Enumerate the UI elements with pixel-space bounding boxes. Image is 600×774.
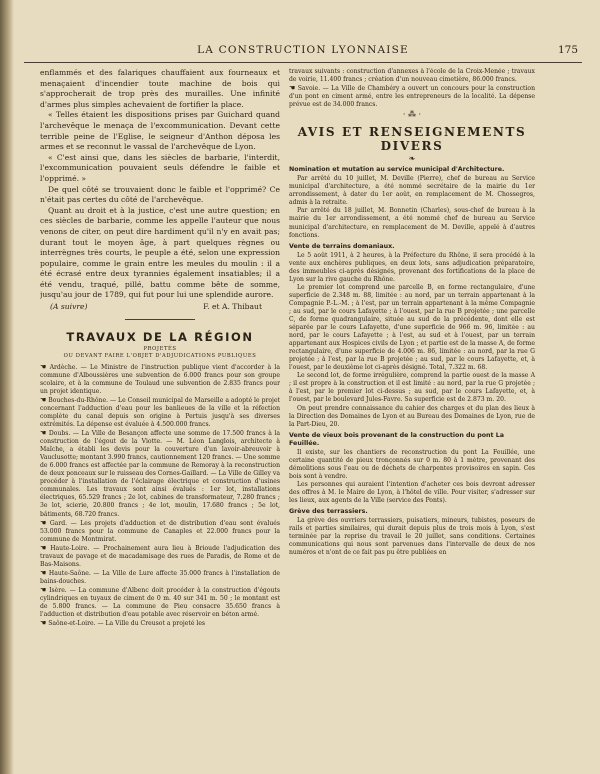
pointing-hand-icon: ☚: [40, 619, 46, 628]
paragraph: La grève des ouvriers terrassiers, puisatiers, mineurs, tubistes, poseurs de rails et parties similaires, qui durait depuis plus de trois mois à Lyon, s'est terminée par la reprise du travail le 20 juillet, sans conditions. Certaines communications qui nous sont parvenues dans l'intervalle de deux de nos numéros et n'ont de ce fait pas pu être publiées en: [289, 516, 535, 557]
list-item: ☚ Bouches-du-Rhône. — Le Conseil municipal de Marseille a adopté le projet concernant l'adduction d'eau pour les banlieues de la ville et la réfection complète du canal depuis son origine à Pertuis jusqu'à ses diverses extrémités. La dépense est évaluée à 4.500.000 francs.: [40, 395, 280, 428]
paragraph: Par arrêté du 18 juillet, M. Bonnetin (Charles), sous-chef de bureau à la mairie du 1er arrondissement, a été nommé chef de bureau au Service municipal d'architecture, en remplacement de M. Deville, appelé à d'autres fonctions.: [289, 207, 535, 239]
page-binding-shadow: [0, 0, 14, 774]
pointing-hand-icon: ☚: [40, 429, 46, 438]
literary-text: [40, 68, 280, 313]
list-item: ☚ Doubs. — La Ville de Besançon affecte une somme de 17.500 francs à la construction de l'égout de la Viotte. — M. Léon Langlois, architecte à Maîche, a établi les devis pour la couverture d'un lavoir-abreuvoir à Vauclusotte; montant 3.990 francs, cautionnement 120 francs. — Une somme de 6.000 francs est affectée par la commune de Remoray à la reconstruction de deux ponceaux sur le ruisseau des Cornes-Gaillard. — La Ville de Gilley va procéder à l'installation de l'éclairage électrique et construction d'usines communales. Les travaux sont ainsi évalués : 1er lot, installations électriques, 65.529 francs ; 2e lot, cabines de transformateur, 7.280 francs ; 3e lot, scierie, 20.800 francs ; 4e lot, moulin, 17.680 francs ; 5e lot, bâtiments, 68.720 francs.: [40, 429, 280, 518]
paragraph: Par arrêté du 10 juillet, M. Deville (Pierre), chef de bureau au Service municipal d'architecture, a été nommé secrétaire de la mairie du 1er arrondissement, à dater du 1er août, en remplacement de M. Chossegros, admis à la retraite.: [289, 175, 535, 207]
paragraph: Le 5 août 1911, à 2 heures, à la Préfecture du Rhône, il sera procédé à la vente aux enchères publiques, en deux lots, sans adjudication préparatoire, des immeubles ci-après désignés, provenant des fortifications de la place de Lyon sur la rive gauche du Rhône.: [289, 251, 535, 283]
ornament-divider: · ⁂ ·: [402, 110, 422, 120]
section-title-avis: AVIS ET RENSEIGNEMENTS DIVERS: [297, 125, 527, 154]
paragraph: Le second lot, de forme irrégulière, comprend la partie ouest de la masse A ; il est propre à la construction et il est limité : au nord, par la rue G projetée ; à l'est, par le premier lot ci-dessus ; au sud, par le cours Lafayette, et, à l'ouest, par le boulevard Jules-Favre. Sa superficie est de 2.873 m. 20.: [289, 372, 535, 404]
pointing-hand-icon: ☚: [40, 543, 46, 552]
paragraph: De quel côté se trouvaient donc le faible et l'opprimé? Ce n'était pas certes du côté de l'archevêque.: [40, 184, 280, 205]
section-subtitle: PROJETÉS: [143, 345, 177, 352]
pointing-hand-icon: ☚: [40, 518, 46, 527]
paragraph: « Telles étaient les dispositions prises par Guichard quand l'archevêque le menaça de l'excommunication. Devant cette terrible peine de l'Eglise, le seigneur d'Anthon déposa les armes et se reconnut le vassal de l'archevêque de Lyon.: [40, 110, 280, 152]
list-item: ☚ Savoie. — La Ville de Chambéry a ouvert un concours pour la construction d'un pont en ciment armé, entre les entrepreneurs de la localité. La dépense prévue est de 34.000 francs.: [289, 84, 535, 109]
pointing-hand-icon: ☚: [40, 585, 46, 594]
travaux-continued: [289, 68, 535, 109]
divider: [125, 319, 195, 320]
pointing-hand-icon: ☚: [40, 395, 46, 404]
paragraph: Il existe, sur les chantiers de reconstruction du pont La Feuillée, une certaine quantité de pieux tronçonnés sur 0 m. 80 à 1 mètre, provenant des démolitions sous l'eau ou de déchets de charpentes provisoires en sapin. Ces bois sont à vendre.: [289, 448, 535, 480]
section-subtitle: OU DEVANT FAIRE L'OBJET D'ADJUDICATIONS PUBLIQUES: [63, 352, 257, 359]
list-item: ☚ Haute-Loire. — Prochainement aura lieu à Brioude l'adjudication des travaux de pavage et de macadamisage des rues de Paradis, de Rome et de Bas-Maisons.: [40, 543, 280, 568]
list-item: ☚ Saône-et-Loire. — La Ville du Creusot a projeté les: [40, 619, 206, 628]
paragraph: travaux suivants : construction d'annexes à l'école de la Croix-Menée ; travaux de voirie, 11.400 francs ; création d'un nouveau cimetière, 86.000 francs.: [289, 68, 535, 84]
paragraph: Quant au droit et à la justice, c'est une autre question; en ces siècles de barbarie, comme les appelle l'auteur que nous venons de citer, on peut dire hardiment qu'il n'y en avait pas; durant tout le moyen âge, à part quelques règnes ou interrègnes très courts, le peuple a été, selon une expression populaire, comme le grain entre les meules du moulin : il a été écrasé entre deux tyrannies également insatiables; il a été vendu, traqué, pillé, battu comme bête de somme, jusqu'au jour de 1789, qui fut pour lui une splendide aurore.: [40, 205, 280, 300]
list-item: ☚ Haute-Saône. — La Ville de Lure affecte 35.000 francs à l'installation de bains-douches.: [40, 568, 280, 585]
page-header: [24, 44, 582, 63]
avis-content: [289, 166, 535, 557]
author: F. et A. Thibaut: [203, 302, 262, 312]
subheading: Grève des terrassiers.: [289, 507, 368, 515]
to-be-continued: (A suivre): [50, 302, 88, 312]
signature-line: [40, 302, 280, 313]
paragraph: « C'est ainsi que, dans les siècles de barbarie, l'interdit, l'excommunication pouvaient seuls défendre le faible et l'opprimé. »: [40, 152, 280, 183]
list-item: ☚ Ardèche. — Le Ministre de l'instruction publique vient d'accorder à la commune d'Alboussières une subvention de 6.000 francs pour son groupe scolaire, et à la commune de Toulaud une subvention de 2.835 francs pour un projet identique.: [40, 362, 280, 395]
left-column: [40, 68, 280, 764]
right-column: [289, 68, 535, 764]
subheading: Vente de vieux bois provenant de la construction du pont La Feuillée.: [289, 431, 504, 447]
travaux-entries: [40, 363, 280, 629]
running-title: LA CONSTRUCTION LYONNAISE: [197, 44, 409, 56]
section-title-travaux: TRAVAUX DE LA RÉGION: [66, 329, 254, 344]
pointing-hand-icon: ☚: [40, 362, 46, 371]
list-item: ☚ Gard. — Les projets d'adduction et de distribution d'eau sont évalués 53.000 francs pour la commune de Canaples et 22.000 francs pour la commune de Montmirat.: [40, 518, 280, 543]
paragraph: On peut prendre connaissance du cahier des charges et du plan des lieux à la Direction des Domaines de Lyon et au Bureau des Domaines de Lyon, rue de la Part-Dieu, 20.: [289, 404, 535, 428]
paragraph: enflammés et des falariques chauffaient aux fourneaux et menaçaient d'incendier toute machine de bois qui s'approcherait de trop près des murailles. Une infinité d'armes plus simples achevaient de fortifier la place.: [40, 68, 280, 109]
list-item: ☚ Isère. — La commune d'Albenc doit procéder à la construction d'égouts cylindriques en tuyaux de ciment de 0 m. 40 sur 341 m. 50 ; le montant est de 5.800 francs. — La commune de Pieu consacre 35.650 francs à l'adduction et distribution d'eau potable avec réservoir en béton armé.: [40, 585, 280, 619]
paragraph: Le premier lot comprend une parcelle B, en forme rectangulaire, d'une superficie de 2.348 m. 88, limitée : au nord, par un terrain appartenant à la Compagnie P.-L.-M. ; à l'est, par un terrain appartenant à la même Compagnie ; au sud, par le cours Lafayette ; à l'ouest, par la rue B projetée ; une parcelle C, de forme quadrangulaire, située au sud de la précédente, dont elle est séparée par le cours Lafayette, d'une superficie de 966 m. 96, limitée : au nord, par le cours Lafayette ; à l'est, au sud et à l'ouest, par un terrain appartenant aux Hospices civils de Lyon ; et partie est de la masse A, de forme rectangulaire, d'une superficie de 4.006 m. 86, limitée : au nord, par la rue G projetée ; à l'est, par la rue B projetée ; au sud, par le cours Lafayette, et, à l'ouest, par le deuxième lot ci-après désigné. Total, 7.322 m. 68.: [289, 283, 535, 372]
subheading: Vente de terrains domaniaux.: [289, 242, 395, 250]
page-number: 175: [557, 44, 578, 56]
paragraph: Les personnes qui auraient l'intention d'acheter ces bois devront adresser des offres à M. le Maire de Lyon, à l'hôtel de ville. Pour visiter, s'adresser sur les lieux, aux agents de la Ville (service des Ponts).: [289, 480, 535, 504]
ornament-divider: ❧: [408, 154, 416, 164]
subheading: Nomination et mutation au service municipal d'Architecture.: [289, 166, 505, 174]
pointing-hand-icon: ☚: [289, 84, 295, 93]
pointing-hand-icon: ☚: [40, 568, 46, 577]
